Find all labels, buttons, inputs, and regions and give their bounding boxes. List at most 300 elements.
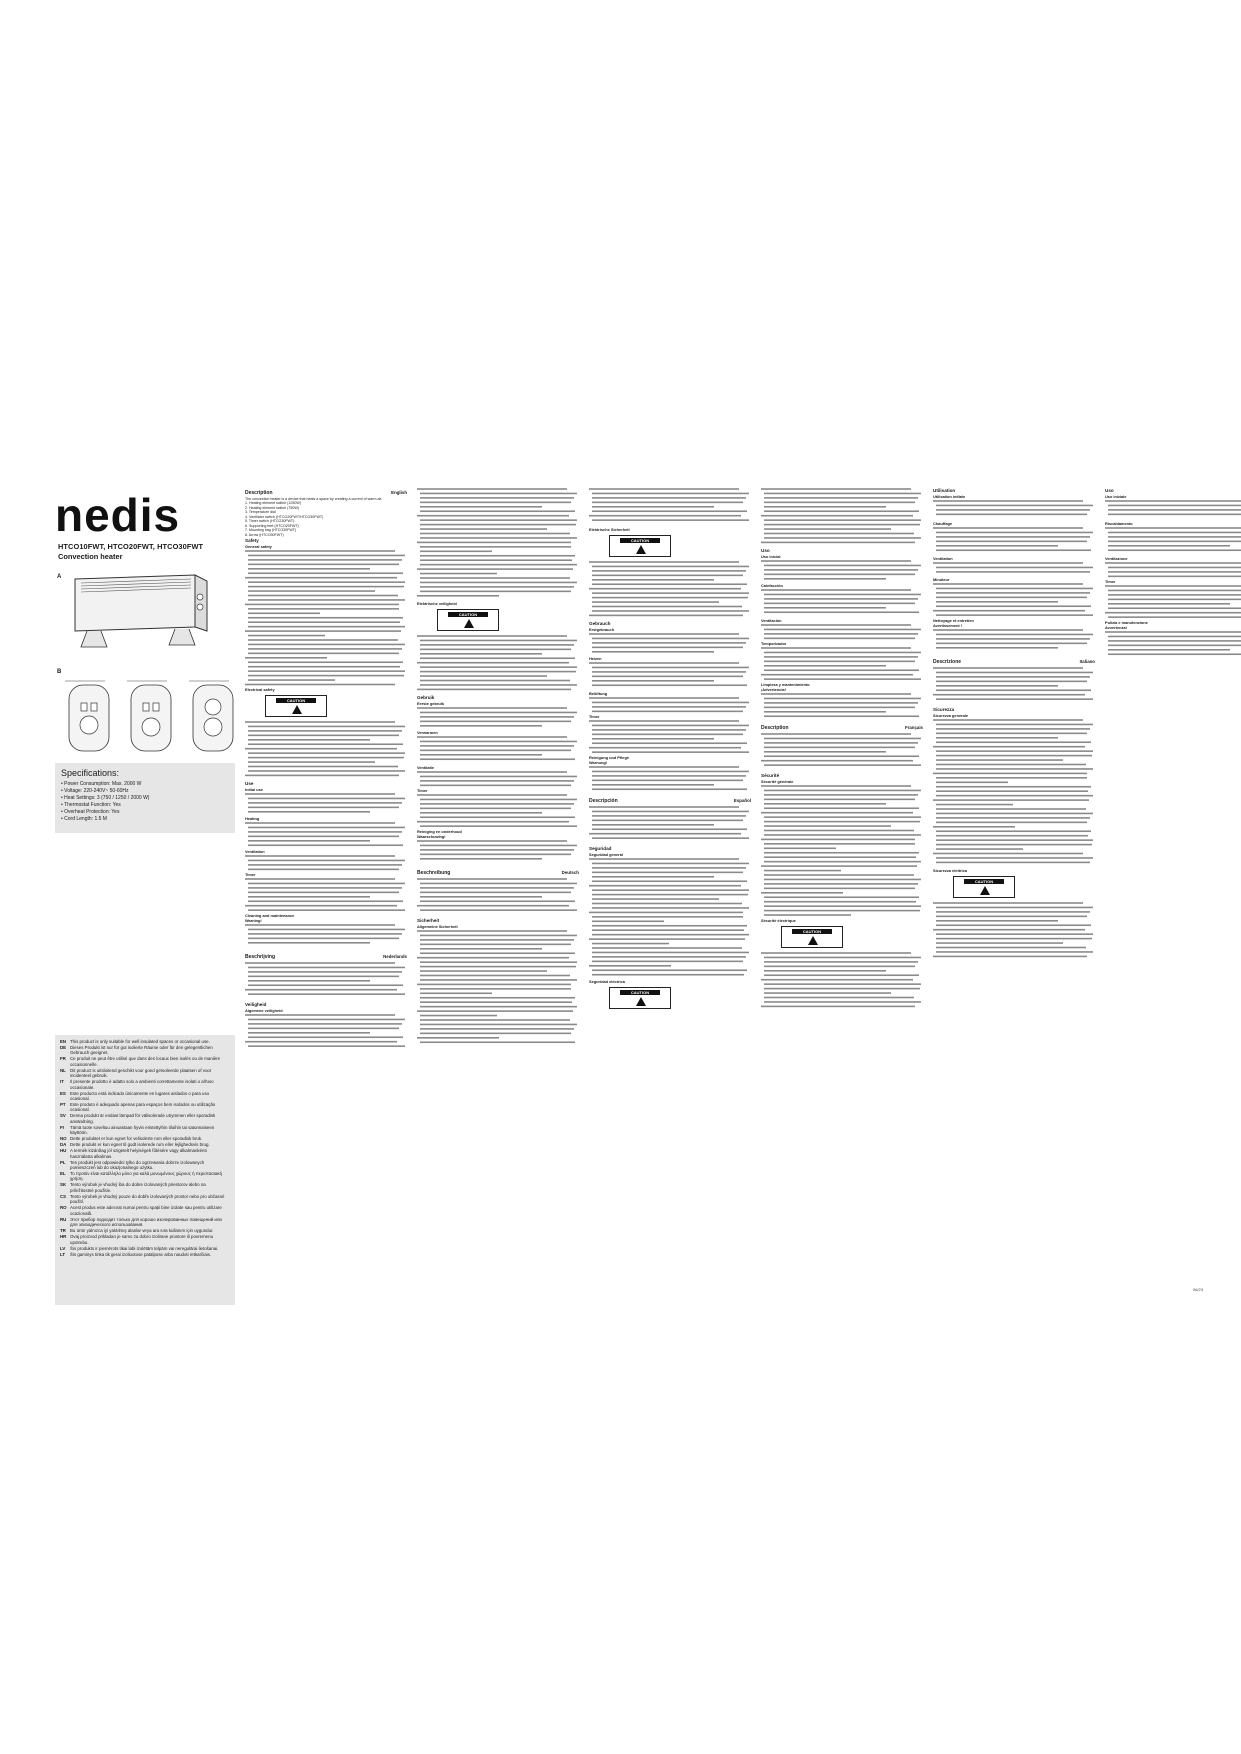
text-line bbox=[936, 505, 1093, 507]
spec-item: • Heat Settings: 3 (750 / 1250 / 2000 W) bbox=[61, 795, 150, 801]
text-line bbox=[420, 816, 575, 818]
text-line bbox=[592, 676, 743, 678]
text-line bbox=[420, 1001, 572, 1003]
text-line bbox=[933, 956, 1087, 958]
cleaning-heading: Limpieza y mantenimiento bbox=[761, 682, 810, 687]
text-line bbox=[420, 1028, 574, 1030]
language-notice-text: Tämä tuote soveltuu ainoastaan hyvin eristettyihin tiloihin tai satunnaiseen käyttöön. bbox=[70, 1124, 215, 1136]
text-line bbox=[933, 583, 1083, 585]
text-line bbox=[248, 595, 398, 597]
spec-item: • Overheat Protection: Yes bbox=[61, 809, 120, 815]
text-line bbox=[420, 741, 577, 743]
text-line bbox=[420, 1041, 575, 1043]
language-notice-text: Ten produkt jest odpowiedni tylko do ogrzewania dobrze izolowanych pomieszczeń lub do okazjonalnego użytku. bbox=[70, 1159, 205, 1171]
text-line bbox=[936, 862, 1090, 864]
ventilation-heading: Ventilazione bbox=[1105, 556, 1128, 561]
body-text-block bbox=[933, 499, 1095, 521]
text-line bbox=[248, 766, 398, 768]
text-line bbox=[592, 947, 742, 949]
text-line bbox=[248, 993, 405, 995]
text-line bbox=[248, 971, 402, 973]
text-line bbox=[248, 581, 405, 583]
text-line bbox=[764, 970, 886, 972]
use-heading: Gebrauch bbox=[589, 621, 611, 626]
text-line bbox=[592, 566, 749, 568]
text-line bbox=[1108, 567, 1241, 569]
text-line bbox=[248, 901, 403, 903]
text-line bbox=[936, 947, 1086, 949]
text-line bbox=[420, 721, 571, 723]
text-line bbox=[420, 758, 575, 760]
text-line bbox=[764, 834, 921, 836]
language-code: RU bbox=[60, 1216, 67, 1222]
text-line bbox=[245, 657, 327, 659]
text-line bbox=[420, 653, 542, 655]
text-line bbox=[248, 644, 405, 646]
text-line bbox=[248, 586, 404, 588]
language-notice-text: Ce produit ne peut être utilisé que dans des locaux bien isolés ou de manière occasionnelle. bbox=[70, 1056, 221, 1067]
language-notice-text: Tento výrobok je vhodný iba do dobre izolovaných priestorov alebo na príležitostné použitie. bbox=[70, 1182, 206, 1193]
language-notice-text: Dette produktet er kun egnet for velisolerte rom eller sporadisk bruk. bbox=[70, 1136, 203, 1142]
language-label: Deutsch bbox=[561, 870, 579, 875]
text-line bbox=[589, 720, 739, 722]
specifications-title: Specifications: bbox=[61, 768, 120, 778]
text-line bbox=[936, 737, 1058, 739]
text-line bbox=[592, 583, 747, 585]
text-line bbox=[248, 670, 405, 672]
language-code: EN bbox=[60, 1039, 67, 1044]
body-text-block bbox=[589, 719, 751, 755]
text-line bbox=[589, 833, 741, 835]
text-line bbox=[420, 497, 574, 499]
text-line bbox=[936, 536, 1090, 538]
heating-heading: Chauffage bbox=[933, 521, 953, 526]
text-line bbox=[592, 952, 749, 954]
text-line bbox=[589, 766, 739, 768]
text-line bbox=[592, 903, 742, 905]
ventilation-heading: Ventilatie bbox=[417, 765, 435, 770]
body-text-block bbox=[589, 560, 751, 620]
body-text-block bbox=[933, 666, 1095, 706]
language-notice-text: Il presente prodotto è adatto solo a ambienti correttamente isolati o all'uso occasionale. bbox=[70, 1079, 214, 1090]
text-line bbox=[245, 775, 399, 777]
text-line bbox=[248, 635, 325, 637]
text-line bbox=[248, 811, 370, 813]
safety-heading: Seguridad bbox=[589, 846, 612, 851]
text-line bbox=[420, 750, 571, 752]
text-line bbox=[248, 613, 320, 615]
text-line bbox=[417, 1010, 573, 1012]
body-text-block bbox=[761, 732, 923, 772]
text-line bbox=[592, 934, 749, 936]
text-line bbox=[592, 961, 743, 963]
text-line bbox=[420, 745, 574, 747]
text-line bbox=[1108, 509, 1241, 511]
section-title: Description bbox=[245, 490, 273, 496]
section-title: Descripción bbox=[589, 798, 618, 804]
text-line bbox=[764, 537, 921, 539]
body-text-block bbox=[761, 487, 923, 547]
section-heading bbox=[245, 489, 407, 497]
text-line bbox=[1105, 585, 1241, 587]
text-line bbox=[248, 726, 405, 728]
heating-heading: Verwarmen bbox=[417, 730, 438, 735]
language-code: PL bbox=[60, 1159, 66, 1165]
text-line bbox=[761, 624, 911, 626]
text-line bbox=[592, 876, 714, 878]
text-line bbox=[417, 905, 569, 907]
text-line bbox=[248, 617, 403, 619]
text-line bbox=[248, 564, 399, 566]
general-safety-heading: Sicurezza generale bbox=[933, 713, 969, 718]
text-line bbox=[764, 910, 920, 912]
text-line bbox=[417, 662, 569, 664]
language-code: HR bbox=[60, 1234, 67, 1240]
text-line bbox=[420, 854, 571, 856]
use-heading: Utilisation bbox=[933, 488, 956, 493]
text-line bbox=[764, 502, 915, 504]
caution-label: CAUTION bbox=[609, 987, 671, 1009]
text-line bbox=[764, 1001, 921, 1003]
text-line bbox=[936, 685, 1058, 687]
text-line bbox=[936, 638, 1090, 640]
text-line bbox=[764, 861, 921, 863]
text-line bbox=[936, 676, 1090, 678]
language-code: SK bbox=[60, 1182, 67, 1188]
text-line bbox=[592, 497, 746, 499]
timer-heading: Timer bbox=[245, 872, 256, 878]
language-notice-row bbox=[60, 1045, 230, 1056]
text-line bbox=[248, 840, 370, 842]
text-line bbox=[1108, 607, 1241, 609]
section-title: Description bbox=[761, 725, 789, 731]
text-line bbox=[1108, 599, 1241, 601]
text-line bbox=[248, 568, 370, 570]
text-line bbox=[761, 812, 913, 814]
text-line bbox=[592, 872, 743, 874]
electrical-safety-heading: Sicurezza elettrica bbox=[933, 868, 967, 873]
text-line bbox=[764, 961, 918, 963]
text-line bbox=[589, 515, 741, 517]
general-safety-heading: Allgemeine Sicherheit bbox=[417, 924, 458, 929]
language-notice-row bbox=[60, 1246, 230, 1251]
section-title: Descrizione bbox=[933, 659, 962, 665]
text-line bbox=[936, 839, 1093, 841]
text-line bbox=[420, 586, 574, 588]
text-line bbox=[764, 698, 921, 700]
body-text-block bbox=[417, 877, 579, 917]
text-line bbox=[420, 825, 577, 827]
language-notice-row bbox=[60, 1234, 230, 1245]
text-line bbox=[764, 879, 921, 881]
text-line bbox=[417, 689, 571, 691]
text-line bbox=[420, 845, 577, 847]
text-line bbox=[933, 826, 1015, 828]
text-line bbox=[248, 761, 375, 763]
language-notice-text: A termék kizárólag jól szigetelt helyiségek fűtésére vagy alkalmankénti használatra alkalmas. bbox=[70, 1148, 207, 1159]
ventilation-heading: Belüftung bbox=[589, 691, 608, 696]
text-line bbox=[764, 715, 919, 717]
text-line bbox=[417, 1037, 499, 1039]
language-notice-text: Этот прибор подходит только для хорошо изолированных помещений или для эпизодического использования. bbox=[70, 1216, 222, 1228]
text-line bbox=[592, 738, 714, 740]
intro-text: The convection heater is a device that heats a space by creating a current of warm air. bbox=[245, 497, 383, 501]
text-line bbox=[248, 802, 402, 804]
language-notice-box bbox=[55, 1035, 235, 1305]
body-text-block bbox=[589, 632, 751, 656]
body-text-block bbox=[761, 692, 923, 720]
text-line bbox=[420, 493, 577, 495]
text-line bbox=[764, 656, 918, 658]
body-text-block bbox=[245, 923, 407, 949]
text-line bbox=[764, 497, 918, 499]
text-line bbox=[420, 952, 575, 954]
text-line bbox=[245, 604, 399, 606]
text-line bbox=[245, 989, 397, 991]
text-line bbox=[764, 578, 886, 580]
heating-heading: Calefacción bbox=[761, 583, 783, 588]
use-heading: Gebruik bbox=[417, 695, 435, 700]
text-line bbox=[248, 892, 399, 894]
text-line bbox=[589, 747, 741, 749]
text-line bbox=[420, 551, 492, 553]
body-text-block bbox=[245, 821, 407, 849]
text-line bbox=[420, 780, 574, 782]
electrical-safety-heading: Sécurité électrique bbox=[761, 918, 796, 923]
text-line bbox=[592, 510, 747, 512]
language-notice-row bbox=[60, 1194, 230, 1205]
text-line bbox=[420, 975, 570, 977]
language-code: NL bbox=[60, 1067, 66, 1073]
text-line bbox=[764, 751, 886, 753]
language-code: NO bbox=[60, 1136, 67, 1142]
text-line bbox=[248, 1028, 399, 1030]
text-line bbox=[936, 813, 1093, 815]
text-line bbox=[420, 858, 542, 860]
language-label: Nederlands bbox=[383, 954, 407, 960]
timer-heading: Temporizador bbox=[761, 641, 787, 646]
text-line bbox=[420, 684, 577, 686]
text-line bbox=[420, 559, 572, 561]
text-line bbox=[936, 605, 1091, 607]
text-line bbox=[592, 597, 748, 599]
text-line bbox=[933, 527, 1083, 529]
text-line bbox=[248, 807, 399, 809]
text-line bbox=[417, 595, 499, 597]
text-line bbox=[592, 493, 749, 495]
text-line bbox=[764, 702, 918, 704]
text-line bbox=[248, 798, 405, 800]
text-line bbox=[592, 684, 747, 686]
text-line bbox=[420, 519, 577, 521]
text-line bbox=[420, 577, 570, 579]
general-safety-heading: Algemene veiligheid bbox=[245, 1008, 283, 1014]
text-line bbox=[592, 837, 749, 839]
text-line bbox=[589, 938, 745, 940]
text-line bbox=[764, 661, 915, 663]
text-line bbox=[420, 776, 577, 778]
body-text-block bbox=[933, 561, 1095, 577]
text-line bbox=[589, 885, 741, 887]
language-notice-row bbox=[60, 1102, 230, 1113]
text-line bbox=[248, 735, 399, 737]
timer-heading: Timer bbox=[417, 788, 428, 793]
language-notice-text: Dit product is uitsluitend geschikt voor goed geïsoleerde plaatsen of voor incidenteel gebruik. bbox=[70, 1067, 212, 1079]
text-line bbox=[936, 634, 1093, 636]
language-notice-text: Dieses Produkt ist nur für gut isolierte Räume oder für den gelegentlichen Gebrauch geeignet. bbox=[70, 1045, 213, 1056]
text-line bbox=[933, 719, 1083, 721]
text-line bbox=[936, 777, 1087, 779]
text-line bbox=[936, 808, 1086, 810]
text-line bbox=[764, 611, 919, 613]
text-line bbox=[1105, 500, 1241, 502]
text-line bbox=[592, 592, 749, 594]
text-line bbox=[1108, 616, 1241, 618]
text-line bbox=[420, 1024, 577, 1026]
text-line bbox=[420, 935, 577, 937]
body-text-block bbox=[761, 559, 923, 583]
general-safety-heading: Sécurité générale bbox=[761, 779, 794, 784]
text-line bbox=[592, 638, 749, 640]
part-item: 8. Arrow (HTCO30FWT) bbox=[245, 532, 284, 537]
text-line bbox=[248, 639, 398, 641]
text-line bbox=[592, 815, 746, 817]
initial-use-heading: Initial use bbox=[245, 787, 263, 793]
text-line bbox=[592, 519, 749, 521]
text-line bbox=[936, 514, 1087, 516]
general-safety-heading: General safety bbox=[245, 544, 272, 550]
spec-item: • Cord Length: 1.5 M bbox=[61, 816, 107, 822]
language-code: SV bbox=[60, 1113, 66, 1119]
body-text-block bbox=[589, 857, 751, 979]
text-line bbox=[761, 785, 911, 787]
text-line bbox=[936, 790, 1088, 792]
text-line bbox=[936, 907, 1093, 909]
language-code: TR bbox=[60, 1228, 66, 1234]
nedis-logo bbox=[55, 495, 220, 537]
text-line bbox=[764, 742, 918, 744]
text-line bbox=[592, 601, 719, 603]
text-line bbox=[936, 764, 1086, 766]
text-line bbox=[248, 980, 370, 982]
text-line bbox=[1108, 532, 1241, 534]
text-line bbox=[248, 967, 405, 969]
text-line bbox=[420, 909, 577, 911]
text-line bbox=[933, 773, 1087, 775]
text-line bbox=[248, 909, 405, 911]
text-line bbox=[248, 752, 405, 754]
text-line bbox=[936, 782, 1008, 784]
language-notice-row bbox=[60, 1205, 230, 1216]
text-line bbox=[764, 594, 921, 596]
text-line bbox=[592, 889, 749, 891]
text-line bbox=[1108, 636, 1241, 638]
body-text-block bbox=[761, 623, 923, 641]
text-line bbox=[592, 788, 747, 790]
electrical-safety-heading: Electrical safety bbox=[245, 687, 275, 693]
text-line bbox=[248, 929, 405, 931]
body-text-block bbox=[417, 634, 579, 694]
text-line bbox=[933, 562, 1083, 564]
text-line bbox=[592, 828, 747, 830]
text-line bbox=[936, 597, 1087, 599]
text-line bbox=[764, 629, 921, 631]
text-line bbox=[764, 803, 886, 805]
text-line bbox=[248, 845, 403, 847]
text-line bbox=[592, 575, 743, 577]
language-label: Italiano bbox=[1079, 659, 1095, 664]
text-line bbox=[761, 560, 911, 562]
text-line bbox=[589, 588, 741, 590]
language-notice-text: Το προϊόν είναι κατάλληλο μόνο για καλά μονωμένους χώρους ή περιστασιακή χρήση. bbox=[70, 1171, 223, 1182]
warning-heading: Warnung! bbox=[589, 760, 608, 765]
body-text-block bbox=[1105, 499, 1241, 521]
text-line bbox=[592, 956, 746, 958]
heating-heading: Riscaldamento bbox=[1105, 521, 1133, 526]
model-numbers: HTCO10FWT, HTCO20FWT, HTCO30FWT bbox=[58, 542, 204, 551]
text-line bbox=[248, 739, 370, 741]
specifications-box bbox=[55, 763, 235, 833]
text-line bbox=[1105, 612, 1241, 614]
german-spanish-column bbox=[589, 487, 751, 1012]
text-line bbox=[764, 607, 886, 609]
text-line bbox=[589, 806, 739, 808]
warning-icon bbox=[292, 705, 302, 714]
text-line bbox=[1108, 576, 1241, 578]
text-line bbox=[936, 835, 1088, 837]
text-line bbox=[592, 702, 749, 704]
text-line bbox=[420, 896, 542, 898]
body-text-block bbox=[933, 526, 1095, 556]
text-line bbox=[764, 905, 921, 907]
language-notice-text: This product is only suitable for well insulated spaces or occasional use. bbox=[70, 1039, 210, 1044]
text-line bbox=[592, 579, 714, 581]
cleaning-heading: Cleaning and maintenance bbox=[245, 913, 295, 919]
dutch-german-column bbox=[417, 487, 579, 1047]
body-text-block bbox=[417, 487, 579, 601]
text-line bbox=[764, 565, 921, 567]
text-line bbox=[248, 1032, 370, 1034]
language-notice-row bbox=[60, 1182, 230, 1193]
electrical-safety-heading: Elektrische Sicherheit bbox=[589, 527, 630, 532]
text-line bbox=[420, 671, 576, 673]
text-line bbox=[936, 857, 1093, 859]
text-line bbox=[933, 629, 1083, 631]
text-line bbox=[936, 545, 1058, 547]
text-line bbox=[764, 988, 920, 990]
language-notice-text: Este producto está indicado únicamente en lugares aislados o para uso ocasional. bbox=[70, 1090, 210, 1102]
text-line bbox=[764, 633, 918, 635]
section-heading bbox=[761, 724, 923, 732]
language-code: CS bbox=[60, 1193, 67, 1199]
language-notice-row bbox=[60, 1079, 230, 1090]
text-line bbox=[420, 716, 574, 718]
text-line bbox=[764, 983, 921, 985]
part-item: 2. Heating element switch (750W) bbox=[245, 505, 299, 510]
text-line bbox=[420, 573, 497, 575]
text-line bbox=[764, 974, 919, 976]
text-line bbox=[592, 606, 742, 608]
text-line bbox=[592, 680, 714, 682]
cleaning-heading: Reiniging en onderhoud bbox=[417, 829, 462, 834]
french-italian-column bbox=[933, 487, 1095, 961]
text-line bbox=[936, 532, 1093, 534]
caution-label: CAUTION bbox=[781, 926, 843, 948]
text-line bbox=[764, 997, 914, 999]
text-line bbox=[417, 488, 567, 490]
text-line bbox=[420, 970, 547, 972]
text-line bbox=[936, 588, 1093, 590]
